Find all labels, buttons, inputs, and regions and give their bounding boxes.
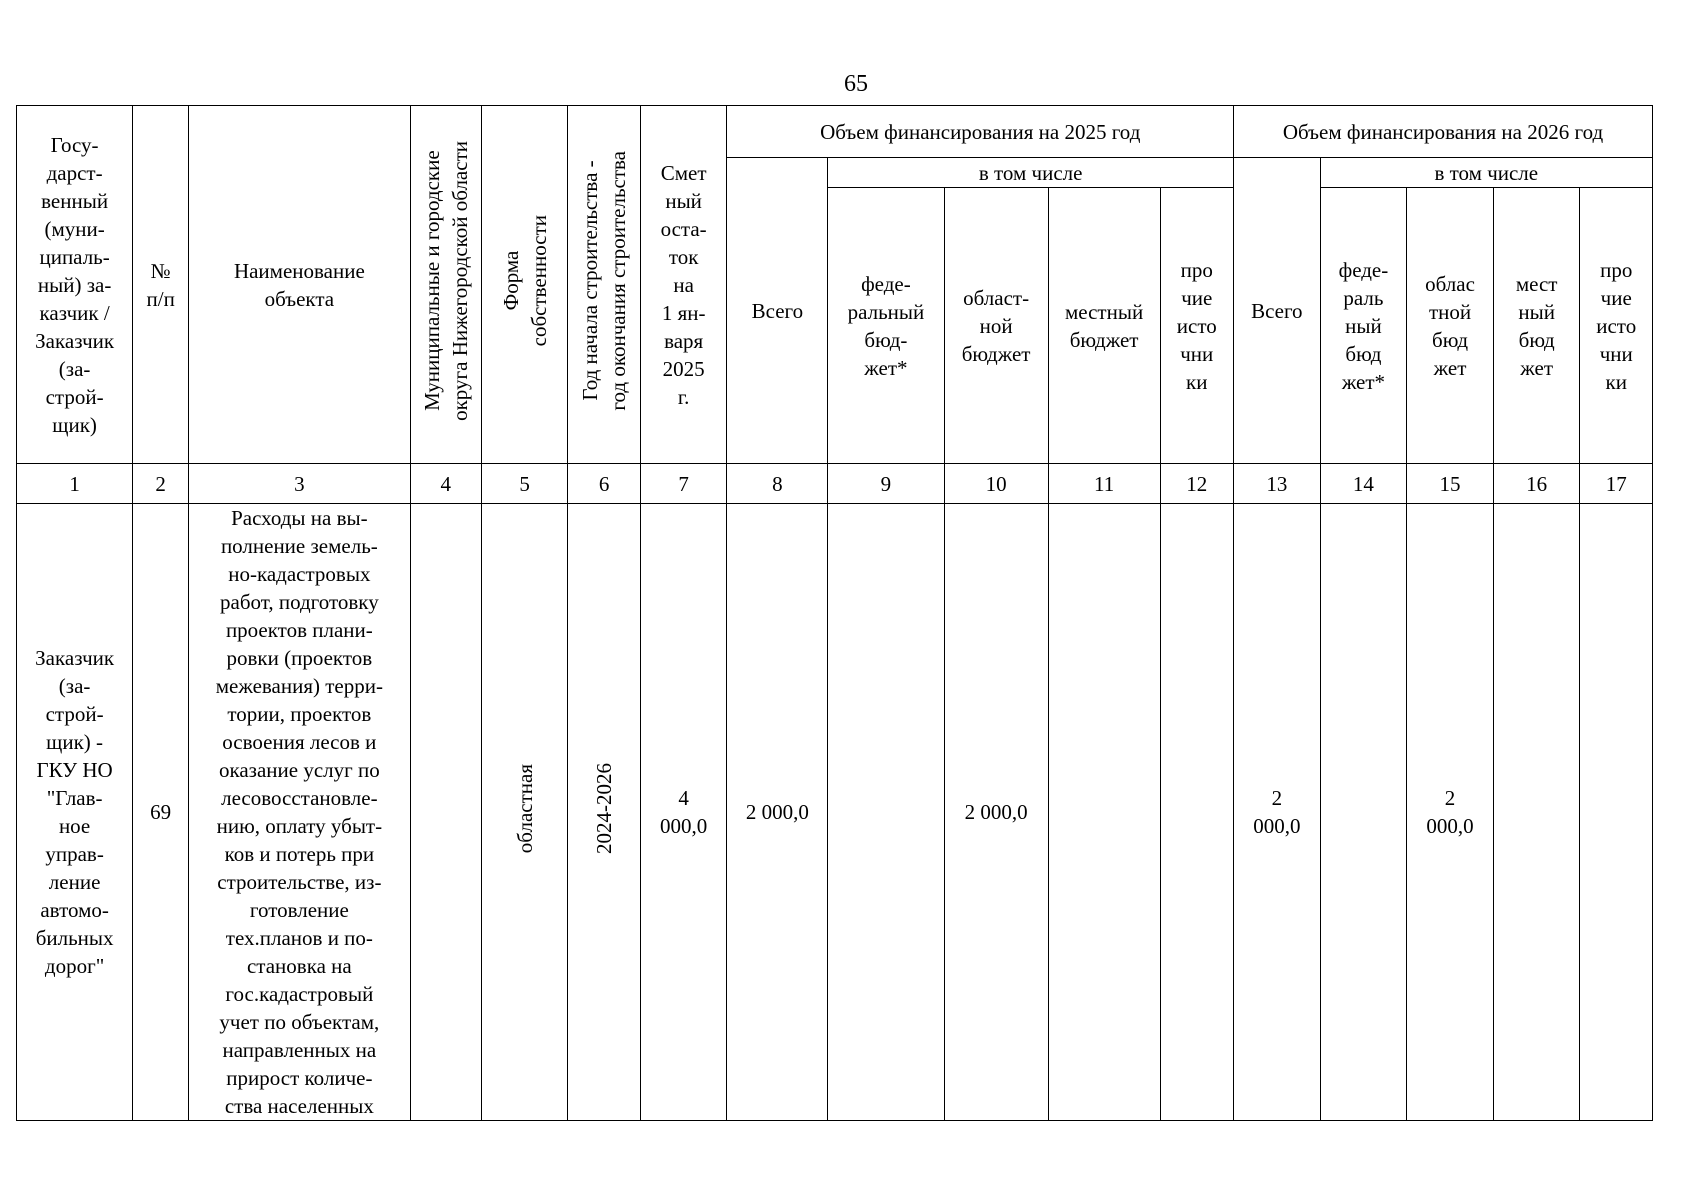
row-ownership — [481, 504, 568, 1121]
column-number-row — [17, 464, 1653, 504]
header-local-2026: мест ный бюд жет — [1493, 188, 1580, 464]
row-customer: Заказчик (за- строй- щик) - ГКУ НО "Глав- ное управ- ление автомо- бильных дорог" — [17, 504, 133, 1121]
column-number: 11 — [1048, 464, 1160, 504]
header-federal-2026: феде- раль ный бюд жет* — [1320, 188, 1407, 464]
page-number: 65 — [844, 71, 868, 97]
column-number: 3 — [189, 464, 410, 504]
header-number: № п/п — [133, 106, 189, 464]
header-municipal — [410, 106, 481, 464]
header-other-2026: про чие исто чни ки — [1580, 188, 1653, 464]
header-row-1 — [17, 106, 1653, 158]
column-number: 15 — [1407, 464, 1494, 504]
row-total-2026: 2 000,0 — [1234, 504, 1321, 1121]
header-customer: Госу- дарст- венный (муни- ципаль- ный) за- казчик / Заказчик (за- строй- щик) — [17, 106, 133, 464]
header-incl-2026: в том числе — [1320, 158, 1652, 188]
row-local-2026 — [1493, 504, 1580, 1121]
column-number: 5 — [481, 464, 568, 504]
column-number: 12 — [1160, 464, 1234, 504]
header-name: Наименование объекта — [189, 106, 410, 464]
row-total-2025: 2 000,0 — [727, 504, 828, 1121]
column-number: 4 — [410, 464, 481, 504]
row-federal-2025 — [828, 504, 944, 1121]
header-remainder: Смет ный оста- ток на 1 ян- варя 2025 г. — [640, 106, 727, 464]
row-remainder: 4 000,0 — [640, 504, 727, 1121]
header-municipal-text: Муниципальные и городские округа Нижегородской области — [419, 141, 472, 421]
table-row — [17, 504, 1653, 1121]
row-regional-2026: 2 000,0 — [1407, 504, 1494, 1121]
column-number: 8 — [727, 464, 828, 504]
column-number: 14 — [1320, 464, 1407, 504]
column-number: 16 — [1493, 464, 1580, 504]
row-name: Расходы на вы- полнение земель- но-кадастровых работ, подготовку проектов плани- ровки (проектов межевания) терри- тории, проектов освоения лесов и оказание услуг по лесовосстановле- нию, оплату убыт- ков и потерь при строительстве, из- готовление тех.планов и по- становка на гос.кадастровый учет по объектам, направленных на прирост количе- ства населенных — [189, 504, 410, 1121]
row-years — [568, 504, 640, 1121]
column-number: 10 — [944, 464, 1048, 504]
header-other-2025: про чие исто чни ки — [1160, 188, 1234, 464]
row-number: 69 — [133, 504, 189, 1121]
header-regional-2025: област- ной бюджет — [944, 188, 1048, 464]
row-ownership-text: областная — [512, 763, 537, 854]
column-number: 9 — [828, 464, 944, 504]
header-fin-2025: Объем финансирования на 2025 год — [727, 106, 1234, 158]
column-number: 2 — [133, 464, 189, 504]
header-local-2025: местный бюджет — [1048, 188, 1160, 464]
header-total-2025: Всего — [727, 158, 828, 464]
column-number: 13 — [1234, 464, 1321, 504]
column-number: 17 — [1580, 464, 1653, 504]
row-years-text: 2024-2026 — [592, 763, 617, 854]
header-years — [568, 106, 640, 464]
row-federal-2026 — [1320, 504, 1407, 1121]
header-ownership-text: Форма собственности — [498, 215, 551, 347]
row-municipal — [410, 504, 481, 1121]
header-ownership — [481, 106, 568, 464]
row-other-2026 — [1580, 504, 1653, 1121]
header-incl-2025: в том числе — [828, 158, 1234, 188]
header-federal-2025: феде- ральный бюд- жет* — [828, 188, 944, 464]
header-regional-2026: облас тной бюд жет — [1407, 188, 1494, 464]
row-local-2025 — [1048, 504, 1160, 1121]
header-fin-2026: Объем финансирования на 2026 год — [1234, 106, 1653, 158]
column-number: 1 — [17, 464, 133, 504]
column-number: 7 — [640, 464, 727, 504]
header-total-2026: Всего — [1234, 158, 1321, 464]
financing-table — [16, 105, 1653, 1121]
row-regional-2025: 2 000,0 — [944, 504, 1048, 1121]
column-number: 6 — [568, 464, 640, 504]
header-years-text: Год начала строительства - год окончания строительства — [578, 151, 631, 411]
row-other-2025 — [1160, 504, 1234, 1121]
